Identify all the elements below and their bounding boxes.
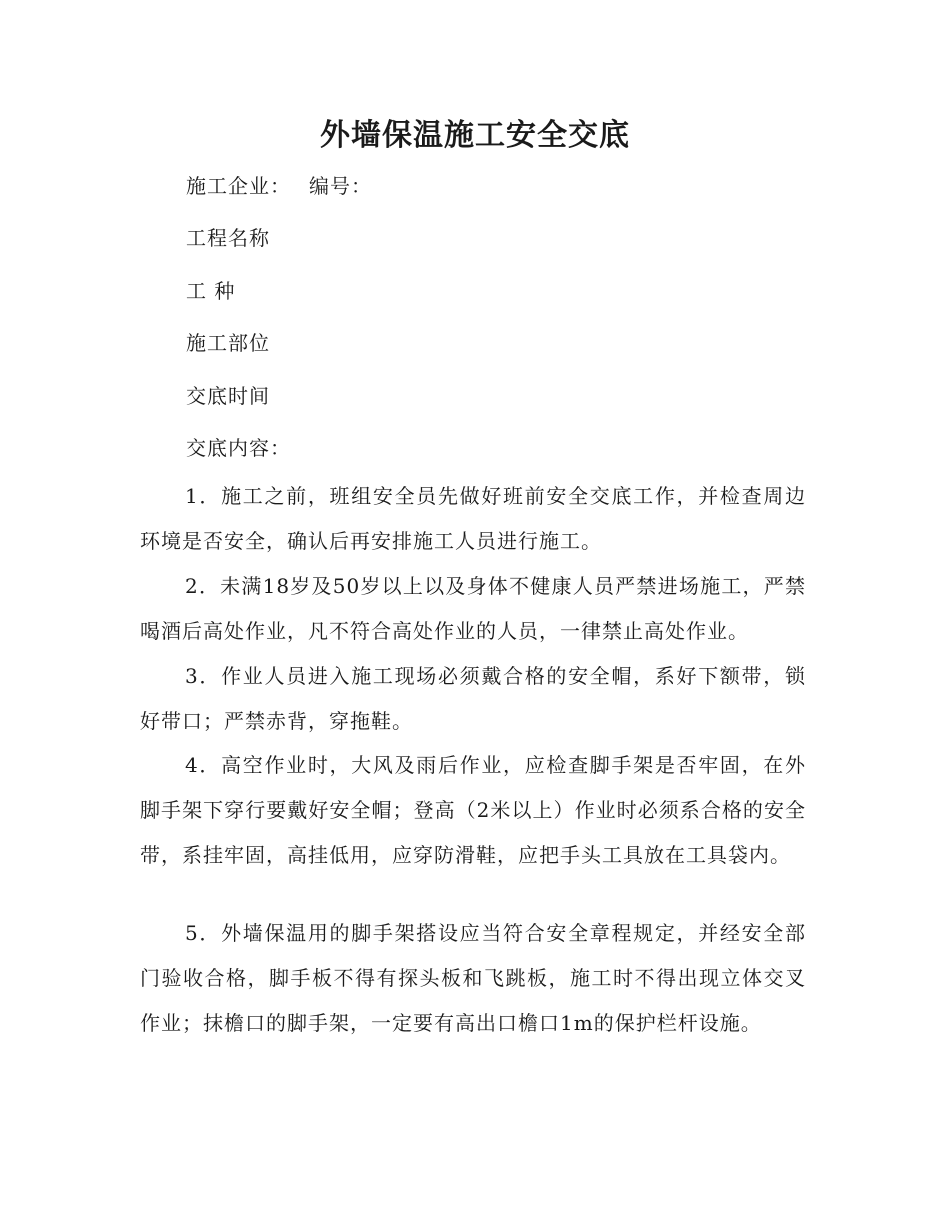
company-number-row: [186, 170, 372, 199]
number-label: 编号：: [309, 174, 372, 198]
paragraph-5: 5．外墙保温用的脚手架搭设应当符合安全章程规定，并经安全部门验收合格，脚手板不得有探头板和飞跳板，施工时不得出现立体交叉作业；抹檐口的脚手架，一定要有高出口檐口1m的保护栏杆设施。: [140, 921, 806, 1035]
content-label: 交底内容：: [186, 436, 291, 460]
time-label: 交底时间: [186, 384, 270, 408]
paragraph-3: 3．作业人员进入施工现场必须戴合格的安全帽，系好下额带，锁好带口；严禁赤背，穿拖鞋。: [140, 664, 806, 733]
paragraph-2: 2．未满18岁及50岁以上以及身体不健康人员严禁进场施工，严禁喝酒后高处作业，凡不符合高处作业的人员，一律禁止高处作业。: [140, 574, 806, 643]
location-label: 施工部位: [186, 331, 270, 355]
paragraph-1: 1．施工之前，班组安全员先做好班前安全交底工作，并检查周边环境是否安全，确认后再安排施工人员进行施工。: [140, 484, 806, 553]
project-name-label: 工程名称: [186, 226, 270, 250]
paragraph-4: 4．高空作业时，大风及雨后作业，应检查脚手架是否牢固，在外脚手架下穿行要戴好安全帽；登高（2米以上）作业时必须系合格的安全带，系挂牢固，高挂低用，应穿防滑鞋，应把手头工具放在工具袋内。: [140, 753, 806, 867]
document-title: 外墙保温施工安全交底: [320, 118, 630, 153]
company-label: 施工企业：: [186, 174, 291, 198]
work-type-label: 工 种: [186, 279, 236, 303]
